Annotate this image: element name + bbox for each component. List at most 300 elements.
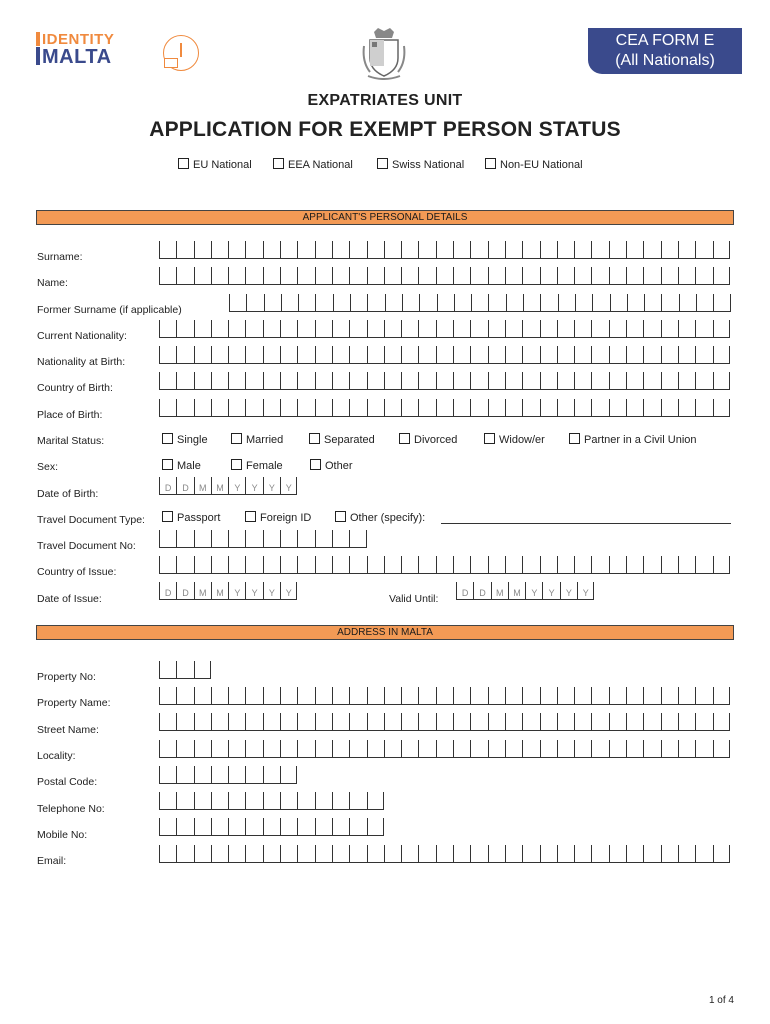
country-of-issue-input[interactable]: [159, 556, 730, 574]
input-cell[interactable]: [695, 556, 712, 574]
input-cell[interactable]: [211, 320, 228, 338]
input-cell[interactable]: [332, 267, 349, 285]
input-cell[interactable]: [245, 372, 262, 390]
input-cell[interactable]: [332, 687, 349, 705]
input-cell[interactable]: D: [159, 582, 176, 600]
input-cell[interactable]: [176, 267, 193, 285]
option-civil-union[interactable]: [569, 433, 697, 446]
input-cell[interactable]: [245, 818, 262, 836]
input-cell[interactable]: [678, 346, 695, 364]
input-cell[interactable]: [678, 399, 695, 417]
input-cell[interactable]: [228, 818, 245, 836]
input-cell[interactable]: [367, 845, 384, 863]
input-cell[interactable]: [176, 372, 193, 390]
input-cell[interactable]: [280, 320, 297, 338]
input-cell[interactable]: [418, 399, 435, 417]
checkbox-icon[interactable]: [399, 433, 410, 444]
input-cell[interactable]: [263, 792, 280, 810]
input-cell[interactable]: [522, 713, 539, 731]
input-cell[interactable]: [297, 818, 314, 836]
input-cell[interactable]: [609, 346, 626, 364]
input-cell[interactable]: [332, 346, 349, 364]
input-cell[interactable]: [297, 845, 314, 863]
input-cell[interactable]: [315, 530, 332, 548]
input-cell[interactable]: [176, 556, 193, 574]
input-cell[interactable]: [626, 267, 643, 285]
input-cell[interactable]: [592, 294, 609, 312]
input-cell[interactable]: [332, 372, 349, 390]
input-cell[interactable]: D: [473, 582, 490, 600]
input-cell[interactable]: [643, 267, 660, 285]
input-cell[interactable]: [540, 713, 557, 731]
input-cell[interactable]: [211, 713, 228, 731]
option-other[interactable]: [310, 459, 353, 472]
input-cell[interactable]: [263, 556, 280, 574]
option-widower[interactable]: [484, 433, 545, 446]
input-cell[interactable]: [540, 346, 557, 364]
input-cell[interactable]: [488, 713, 505, 731]
input-cell[interactable]: [418, 320, 435, 338]
input-cell[interactable]: [176, 818, 193, 836]
input-cell[interactable]: [315, 556, 332, 574]
input-cell[interactable]: [436, 372, 453, 390]
checkbox-icon[interactable]: [309, 433, 320, 444]
input-cell[interactable]: [332, 713, 349, 731]
input-cell[interactable]: [159, 241, 176, 259]
input-cell[interactable]: [315, 713, 332, 731]
input-cell[interactable]: [297, 740, 314, 758]
input-cell[interactable]: [194, 661, 211, 679]
input-cell[interactable]: [453, 687, 470, 705]
input-cell[interactable]: [436, 346, 453, 364]
input-cell[interactable]: [401, 372, 418, 390]
input-cell[interactable]: [436, 556, 453, 574]
input-cell[interactable]: [661, 740, 678, 758]
input-cell[interactable]: [436, 687, 453, 705]
input-cell[interactable]: [488, 294, 505, 312]
input-cell[interactable]: [695, 372, 712, 390]
valid-until-input[interactable]: [456, 582, 594, 600]
input-cell[interactable]: [211, 740, 228, 758]
input-cell[interactable]: [609, 556, 626, 574]
input-cell[interactable]: [661, 399, 678, 417]
input-cell[interactable]: [176, 320, 193, 338]
input-cell[interactable]: [245, 766, 262, 784]
input-cell[interactable]: [263, 530, 280, 548]
input-cell[interactable]: [609, 241, 626, 259]
input-cell[interactable]: [367, 241, 384, 259]
input-cell[interactable]: [176, 399, 193, 417]
input-cell[interactable]: [557, 399, 574, 417]
input-cell[interactable]: [297, 267, 314, 285]
input-cell[interactable]: [574, 372, 591, 390]
input-cell[interactable]: [332, 740, 349, 758]
input-cell[interactable]: [280, 530, 297, 548]
input-cell[interactable]: Y: [525, 582, 542, 600]
input-cell[interactable]: [211, 766, 228, 784]
input-cell[interactable]: [522, 740, 539, 758]
former-surname-input[interactable]: [229, 294, 731, 312]
input-cell[interactable]: [454, 294, 471, 312]
input-cell[interactable]: [591, 399, 608, 417]
input-cell[interactable]: [159, 687, 176, 705]
input-cell[interactable]: M: [508, 582, 525, 600]
input-cell[interactable]: [557, 556, 574, 574]
input-cell[interactable]: [228, 845, 245, 863]
input-cell[interactable]: [453, 241, 470, 259]
input-cell[interactable]: [574, 687, 591, 705]
input-cell[interactable]: [194, 267, 211, 285]
input-cell[interactable]: [470, 241, 487, 259]
input-cell[interactable]: [367, 818, 384, 836]
input-cell[interactable]: [678, 241, 695, 259]
input-cell[interactable]: [574, 320, 591, 338]
input-cell[interactable]: [678, 713, 695, 731]
input-cell[interactable]: [695, 346, 712, 364]
input-cell[interactable]: [470, 320, 487, 338]
input-cell[interactable]: [194, 766, 211, 784]
input-cell[interactable]: [401, 713, 418, 731]
input-cell[interactable]: [333, 294, 350, 312]
input-cell[interactable]: [505, 687, 522, 705]
input-cell[interactable]: [470, 845, 487, 863]
input-cell[interactable]: [540, 372, 557, 390]
input-cell[interactable]: [159, 792, 176, 810]
input-cell[interactable]: [522, 320, 539, 338]
option-swiss-national[interactable]: [377, 158, 464, 171]
input-cell[interactable]: [263, 320, 280, 338]
input-cell[interactable]: [332, 241, 349, 259]
input-cell[interactable]: [298, 294, 315, 312]
input-cell[interactable]: [661, 713, 678, 731]
input-cell[interactable]: [315, 845, 332, 863]
input-cell[interactable]: [506, 294, 523, 312]
input-cell[interactable]: [349, 320, 366, 338]
input-cell[interactable]: [349, 713, 366, 731]
input-cell[interactable]: [263, 687, 280, 705]
input-cell[interactable]: [194, 818, 211, 836]
input-cell[interactable]: [522, 241, 539, 259]
input-cell[interactable]: [211, 346, 228, 364]
input-cell[interactable]: [557, 372, 574, 390]
input-cell[interactable]: [367, 399, 384, 417]
input-cell[interactable]: [350, 294, 367, 312]
input-cell[interactable]: [557, 687, 574, 705]
input-cell[interactable]: [695, 713, 712, 731]
input-cell[interactable]: [522, 372, 539, 390]
input-cell[interactable]: [591, 320, 608, 338]
input-cell[interactable]: [488, 267, 505, 285]
input-cell[interactable]: [385, 294, 402, 312]
input-cell[interactable]: [245, 740, 262, 758]
input-cell[interactable]: [609, 267, 626, 285]
input-cell[interactable]: [194, 792, 211, 810]
input-cell[interactable]: [626, 713, 643, 731]
input-cell[interactable]: [540, 399, 557, 417]
input-cell[interactable]: Y: [263, 477, 280, 495]
input-cell[interactable]: [159, 845, 176, 863]
input-cell[interactable]: [437, 294, 454, 312]
input-cell[interactable]: [470, 713, 487, 731]
date-of-issue-input[interactable]: [159, 582, 297, 600]
input-cell[interactable]: [384, 346, 401, 364]
input-cell[interactable]: [384, 556, 401, 574]
input-cell[interactable]: [401, 845, 418, 863]
input-cell[interactable]: [159, 766, 176, 784]
input-cell[interactable]: [228, 687, 245, 705]
input-cell[interactable]: [384, 713, 401, 731]
input-cell[interactable]: [297, 556, 314, 574]
input-cell[interactable]: [643, 713, 660, 731]
surname-input[interactable]: [159, 241, 730, 259]
input-cell[interactable]: [402, 294, 419, 312]
input-cell[interactable]: [419, 294, 436, 312]
input-cell[interactable]: [678, 372, 695, 390]
input-cell[interactable]: [470, 556, 487, 574]
input-cell[interactable]: [574, 267, 591, 285]
property-name-input[interactable]: [159, 687, 730, 705]
input-cell[interactable]: [159, 556, 176, 574]
input-cell[interactable]: [695, 320, 712, 338]
input-cell[interactable]: [401, 267, 418, 285]
input-cell[interactable]: [505, 556, 522, 574]
input-cell[interactable]: [194, 740, 211, 758]
input-cell[interactable]: [384, 320, 401, 338]
input-cell[interactable]: [522, 399, 539, 417]
input-cell[interactable]: Y: [228, 582, 245, 600]
input-cell[interactable]: [367, 687, 384, 705]
input-cell[interactable]: [557, 845, 574, 863]
property-no-input[interactable]: [159, 661, 211, 679]
input-cell[interactable]: Y: [280, 582, 297, 600]
checkbox-icon[interactable]: [178, 158, 189, 169]
input-cell[interactable]: [176, 766, 193, 784]
input-cell[interactable]: [436, 241, 453, 259]
input-cell[interactable]: [159, 346, 176, 364]
nationality-at-birth-input[interactable]: [159, 346, 730, 364]
input-cell[interactable]: [626, 346, 643, 364]
option-married[interactable]: [231, 433, 283, 446]
date-of-birth-input[interactable]: [159, 477, 297, 495]
input-cell[interactable]: [384, 267, 401, 285]
input-cell[interactable]: [384, 372, 401, 390]
input-cell[interactable]: [349, 346, 366, 364]
input-cell[interactable]: [522, 687, 539, 705]
input-cell[interactable]: [211, 845, 228, 863]
input-cell[interactable]: [280, 792, 297, 810]
input-cell[interactable]: [643, 740, 660, 758]
input-cell[interactable]: [418, 346, 435, 364]
input-cell[interactable]: [245, 556, 262, 574]
input-cell[interactable]: [591, 241, 608, 259]
input-cell[interactable]: [626, 556, 643, 574]
input-cell[interactable]: [661, 241, 678, 259]
checkbox-icon[interactable]: [377, 158, 388, 169]
input-cell[interactable]: [228, 556, 245, 574]
input-cell[interactable]: [713, 556, 730, 574]
input-cell[interactable]: [159, 661, 176, 679]
input-cell[interactable]: [211, 818, 228, 836]
checkbox-icon[interactable]: [245, 511, 256, 522]
input-cell[interactable]: [384, 687, 401, 705]
input-cell[interactable]: [194, 556, 211, 574]
input-cell[interactable]: [332, 320, 349, 338]
input-cell[interactable]: Y: [228, 477, 245, 495]
input-cell[interactable]: [228, 267, 245, 285]
input-cell[interactable]: [695, 241, 712, 259]
input-cell[interactable]: [557, 713, 574, 731]
checkbox-icon[interactable]: [231, 459, 242, 470]
input-cell[interactable]: [661, 845, 678, 863]
checkbox-icon[interactable]: [569, 433, 580, 444]
input-cell[interactable]: [159, 267, 176, 285]
input-cell[interactable]: [263, 766, 280, 784]
input-cell[interactable]: [159, 713, 176, 731]
input-cell[interactable]: [488, 556, 505, 574]
input-cell[interactable]: [470, 372, 487, 390]
input-cell[interactable]: [332, 845, 349, 863]
input-cell[interactable]: [349, 556, 366, 574]
input-cell[interactable]: [280, 556, 297, 574]
input-cell[interactable]: [661, 320, 678, 338]
input-cell[interactable]: [280, 740, 297, 758]
input-cell[interactable]: [471, 294, 488, 312]
input-cell[interactable]: [315, 320, 332, 338]
input-cell[interactable]: [176, 792, 193, 810]
input-cell[interactable]: [228, 241, 245, 259]
input-cell[interactable]: [159, 530, 176, 548]
input-cell[interactable]: [540, 241, 557, 259]
input-cell[interactable]: [540, 845, 557, 863]
input-cell[interactable]: [332, 556, 349, 574]
input-cell[interactable]: [695, 267, 712, 285]
input-cell[interactable]: [591, 267, 608, 285]
input-cell[interactable]: [349, 399, 366, 417]
input-cell[interactable]: [557, 346, 574, 364]
input-cell[interactable]: [418, 241, 435, 259]
checkbox-icon[interactable]: [310, 459, 321, 470]
input-cell[interactable]: [245, 241, 262, 259]
input-cell[interactable]: [211, 556, 228, 574]
input-cell[interactable]: [695, 687, 712, 705]
input-cell[interactable]: [609, 399, 626, 417]
input-cell[interactable]: [453, 399, 470, 417]
input-cell[interactable]: [713, 399, 730, 417]
input-cell[interactable]: [401, 320, 418, 338]
input-cell[interactable]: [505, 399, 522, 417]
input-cell[interactable]: [609, 320, 626, 338]
input-cell[interactable]: [194, 687, 211, 705]
input-cell[interactable]: [418, 845, 435, 863]
input-cell[interactable]: [194, 372, 211, 390]
input-cell[interactable]: [609, 845, 626, 863]
input-cell[interactable]: [713, 845, 730, 863]
input-cell[interactable]: [384, 241, 401, 259]
checkbox-icon[interactable]: [162, 433, 173, 444]
input-cell[interactable]: [678, 687, 695, 705]
email-input[interactable]: [159, 845, 730, 863]
input-cell[interactable]: [349, 792, 366, 810]
input-cell[interactable]: [159, 818, 176, 836]
input-cell[interactable]: [505, 740, 522, 758]
input-cell[interactable]: M: [194, 477, 211, 495]
checkbox-icon[interactable]: [273, 158, 284, 169]
input-cell[interactable]: [591, 346, 608, 364]
input-cell[interactable]: [401, 556, 418, 574]
input-cell[interactable]: [453, 267, 470, 285]
input-cell[interactable]: D: [159, 477, 176, 495]
input-cell[interactable]: D: [456, 582, 473, 600]
input-cell[interactable]: [558, 294, 575, 312]
input-cell[interactable]: [470, 346, 487, 364]
input-cell[interactable]: [211, 687, 228, 705]
input-cell[interactable]: [522, 845, 539, 863]
input-cell[interactable]: [696, 294, 713, 312]
input-cell[interactable]: [228, 766, 245, 784]
option-foreign-id[interactable]: [245, 511, 311, 524]
input-cell[interactable]: [245, 399, 262, 417]
input-cell[interactable]: [678, 845, 695, 863]
input-cell[interactable]: [245, 320, 262, 338]
input-cell[interactable]: [263, 372, 280, 390]
input-cell[interactable]: [263, 845, 280, 863]
input-cell[interactable]: [194, 241, 211, 259]
input-cell[interactable]: [488, 241, 505, 259]
input-cell[interactable]: [263, 713, 280, 731]
input-cell[interactable]: [211, 267, 228, 285]
input-cell[interactable]: D: [176, 582, 193, 600]
input-cell[interactable]: [418, 713, 435, 731]
option-non-eu-national[interactable]: [485, 158, 583, 171]
street-name-input[interactable]: [159, 713, 730, 731]
input-cell[interactable]: [176, 346, 193, 364]
option-divorced[interactable]: [399, 433, 457, 446]
input-cell[interactable]: [557, 320, 574, 338]
input-cell[interactable]: [315, 267, 332, 285]
input-cell[interactable]: [695, 845, 712, 863]
input-cell[interactable]: [626, 399, 643, 417]
input-cell[interactable]: [643, 845, 660, 863]
input-cell[interactable]: [367, 792, 384, 810]
input-cell[interactable]: [591, 740, 608, 758]
input-cell[interactable]: [505, 845, 522, 863]
input-cell[interactable]: [661, 267, 678, 285]
input-cell[interactable]: M: [211, 582, 228, 600]
input-cell[interactable]: [297, 399, 314, 417]
input-cell[interactable]: [401, 346, 418, 364]
input-cell[interactable]: [349, 241, 366, 259]
input-cell[interactable]: [159, 372, 176, 390]
input-cell[interactable]: [626, 740, 643, 758]
input-cell[interactable]: [211, 792, 228, 810]
input-cell[interactable]: [211, 372, 228, 390]
input-cell[interactable]: [488, 845, 505, 863]
input-cell[interactable]: [505, 267, 522, 285]
input-cell[interactable]: [384, 399, 401, 417]
input-cell[interactable]: [245, 792, 262, 810]
input-cell[interactable]: [367, 713, 384, 731]
input-cell[interactable]: [176, 713, 193, 731]
input-cell[interactable]: [574, 740, 591, 758]
input-cell[interactable]: [644, 294, 661, 312]
input-cell[interactable]: [245, 267, 262, 285]
input-cell[interactable]: [228, 399, 245, 417]
input-cell[interactable]: [574, 845, 591, 863]
input-cell[interactable]: [245, 713, 262, 731]
input-cell[interactable]: [540, 687, 557, 705]
input-cell[interactable]: [574, 556, 591, 574]
input-cell[interactable]: [315, 294, 332, 312]
